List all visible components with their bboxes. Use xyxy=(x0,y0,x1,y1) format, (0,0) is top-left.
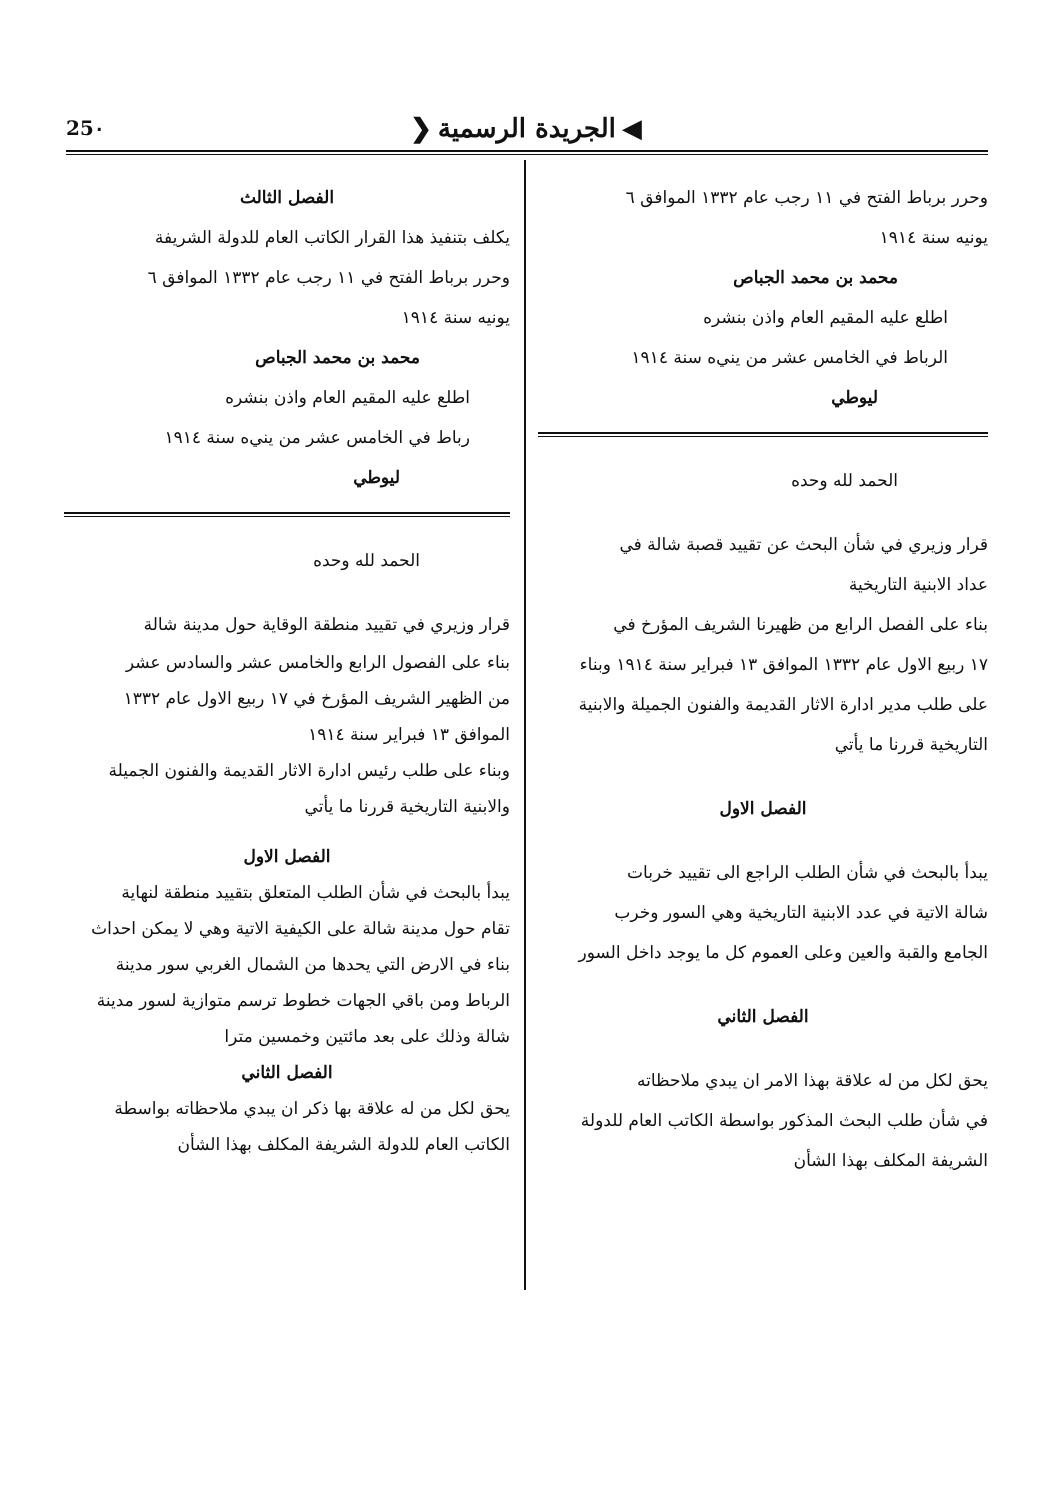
section-rule xyxy=(538,432,988,437)
signer-name: محمد بن محمد الجباص xyxy=(255,348,420,368)
preamble-line: الموافق ١٣ فبراير سنة ١٩١٤ xyxy=(308,725,510,745)
preamble-line: التاريخية قررنا ما يأتي xyxy=(834,735,988,755)
left-column xyxy=(64,178,510,1163)
preamble-line: بناء على الفصل الرابع من ظهيرنا الشريف المؤرخ في xyxy=(613,615,988,635)
article-line: يبدأ بالبحث في شأن الطلب المتعلق بتقييد منطقة لنهاية xyxy=(121,883,510,903)
invocation: الحمد لله وحده xyxy=(313,551,420,571)
article-line: يكلف بتنفيذ هذا القرار الكاتب العام للدولة الشريفة xyxy=(154,228,510,248)
article-line: الجامع والقبة والعين وعلى العموم كل ما يوجد داخل السور xyxy=(578,943,988,963)
preamble-line: ١٧ ربيع الاول عام ١٣٣٢ الموافق ١٣ فبراير سنة ١٩١٤ وبناء xyxy=(579,655,988,675)
article-line: الكاتب العام للدولة الشريفة المكلف بهذا الشأن xyxy=(177,1135,510,1155)
journal-title-text: الجريدة الرسمية xyxy=(437,114,616,144)
article-title: الفصل الاول xyxy=(243,847,331,867)
invocation: الحمد لله وحده xyxy=(791,471,898,491)
decision-title: عداد الابنية التاريخية xyxy=(848,575,988,595)
article-line: في شأن طلب البحث المذكور بواسطة الكاتب العام للدولة xyxy=(580,1111,988,1131)
article-line: يحق لكل من له علاقة بهذا الامر ان يبدي ملاحظاته xyxy=(637,1071,988,1091)
approval-line: الرباط في الخامس عشر من يني‌ه سنة ١٩١٤ xyxy=(631,348,948,368)
article-line: شالة الاتية في عدد الابنية التاريخية وهي السور وخرب xyxy=(614,903,988,923)
article-line: الشريفة المكلف بهذا الشأن xyxy=(793,1151,988,1171)
ornament-left-icon: ◀ xyxy=(621,114,642,144)
preamble-line: والابنية التاريخية قررنا ما يأتي xyxy=(304,797,510,817)
preamble-line: بناء على الفصول الرابع والخامس عشر والسادس عشر xyxy=(125,653,510,673)
article-line: بناء في الارض التي يحدها من الشمال الغربي سور مدينة xyxy=(115,955,510,975)
date-line: يونيه سنة ١٩١٤ xyxy=(401,308,510,328)
signature: ليوطي xyxy=(353,468,400,488)
approval-line: اطلع عليه المقيم العام واذن بنشره xyxy=(703,308,948,328)
date-line: وحرر برباط الفتح في ١١ رجب عام ١٣٣٢ الموافق ٦ xyxy=(625,188,988,208)
date-line: وحرر برباط الفتح في ١١ رجب عام ١٣٣٢ الموافق ٦ xyxy=(147,268,510,288)
header-rule xyxy=(66,150,988,155)
article-line: الرباط ومن باقي الجهات خطوط ترسم متوازية لسور مدينة xyxy=(96,991,510,1011)
right-column xyxy=(538,178,988,1181)
section-rule xyxy=(64,512,510,517)
page-header xyxy=(66,112,986,148)
signature: ليوطي xyxy=(831,388,878,408)
article-title: الفصل الثالث xyxy=(239,188,335,208)
ornament-right-icon: ❮ xyxy=(410,114,432,144)
decision-title: قرار وزيري في شأن البحث عن تقييد قصبة شالة في xyxy=(619,535,988,555)
preamble-line: من الظهير الشريف المؤرخ في ١٧ ربيع الاول عام ١٣٣٢ xyxy=(123,689,510,709)
preamble-line: وبناء على طلب رئيس ادارة الاثار القديمة والفنون الجميلة xyxy=(108,761,510,781)
article-title: الفصل الاول xyxy=(719,799,807,819)
approval-line: اطلع عليه المقيم العام واذن بنشره xyxy=(225,388,470,408)
column-divider xyxy=(524,160,526,1290)
article-title: الفصل الثاني xyxy=(241,1063,333,1083)
article-line: يحق لكل من له علاقة بها ذكر ان يبدي ملاحظاته بواسطة xyxy=(114,1099,510,1119)
date-line: يونيه سنة ١٩١٤ xyxy=(879,228,988,248)
page-number: 25٠ xyxy=(66,116,105,140)
preamble-line: على طلب مدير ادارة الاثار القديمة والفنون الجميلة والابنية xyxy=(578,695,988,715)
article-title: الفصل الثاني xyxy=(717,1007,809,1027)
article-line: يبدأ بالبحث في شأن الطلب الراجع الى تقييد خربات xyxy=(627,863,988,883)
article-line: شالة وذلك على بعد مائتين وخمسين مترا xyxy=(224,1027,510,1047)
signer-name: محمد بن محمد الجباص xyxy=(733,268,898,288)
decision-title: قرار وزيري في تقييد منطقة الوقاية حول مدينة شالة xyxy=(143,615,510,635)
journal-title xyxy=(66,114,986,144)
approval-line: رباط في الخامس عشر من يني‌ه سنة ١٩١٤ xyxy=(164,428,470,448)
article-line: تقام حول مدينة شالة على الكيفية الاتية وهي لا يمكن احداث xyxy=(91,919,510,939)
